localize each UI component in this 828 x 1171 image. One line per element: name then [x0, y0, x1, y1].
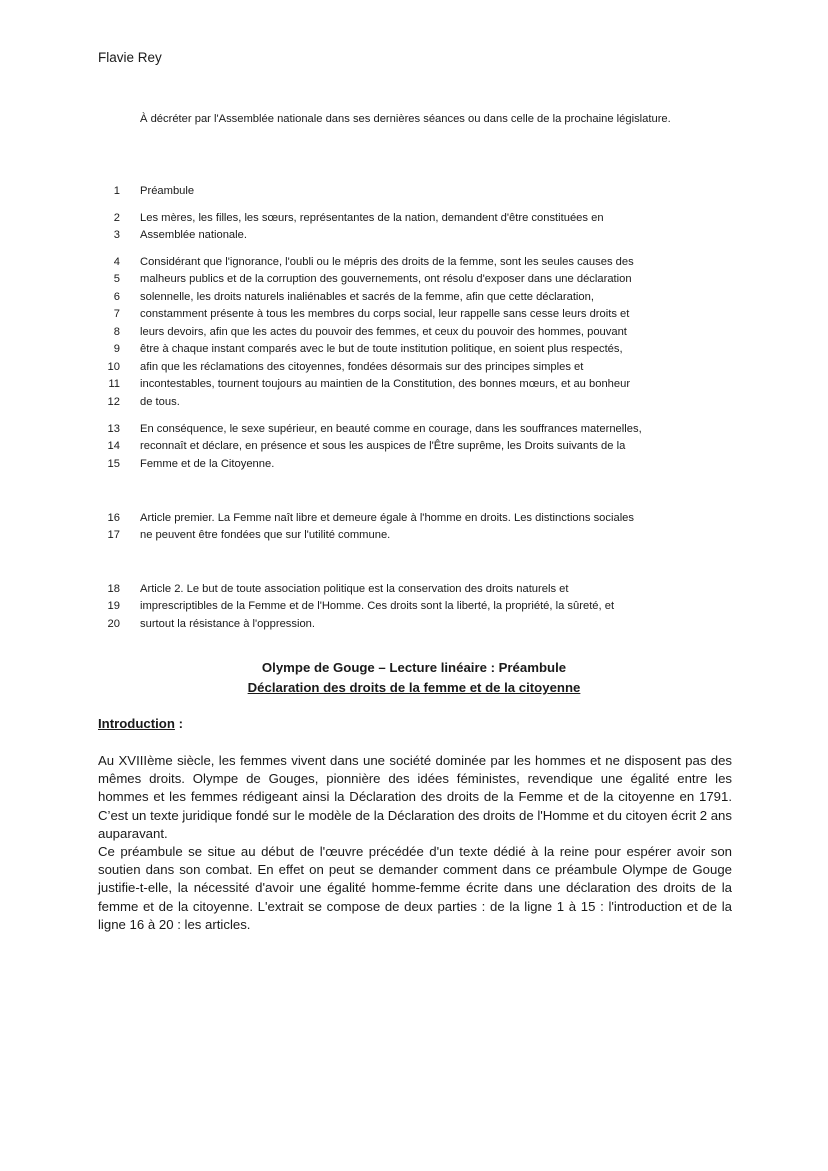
line-number: 4 — [113, 256, 120, 268]
line-number: 14 — [107, 440, 120, 452]
line-number: 15 — [107, 458, 120, 470]
line-text: incontestables, tournent toujours au maintien de la Constitution, des bonnes mœurs, et au bonheur — [140, 378, 631, 390]
paragraph-context: Au XVIIIème siècle, les femmes vivent dans une société dominée par les hommes et ne disposent pas des mêmes droits. Olympe de Gouges, pionnière des idées féministes, revendique une égalité entre les hommes et les femmes rédigeant ainsi la Déclaration des droits de la Femme et de la citoyenne en 1791. C’est un texte juridique fondé sur le modèle de la Déclaration des droits de l'Homme et du citoyen écrit 2 ans auparavant. — [98, 753, 732, 841]
line-text: En conséquence, le sexe supérieur, en beauté comme en courage, dans les souffrances maternelles, — [140, 423, 642, 435]
document-title: Olympe de Gouge – Lecture linéaire : Préambule — [261, 660, 567, 675]
line-text: Considérant que l'ignorance, l'oubli ou le mépris des droits de la femme, sont les seules causes des — [140, 256, 634, 268]
line-number: 18 — [107, 583, 120, 595]
line-text: Femme et de la Citoyenne. — [140, 458, 275, 470]
line-text: constamment présente à tous les membres du corps social, leur rappelle sans cesse leurs droits et — [140, 308, 630, 320]
line-text: reconnaît et déclare, en présence et sous les auspices de l'Être suprême, les Droits suivants de la — [140, 440, 626, 452]
introduction-label: Introduction — [98, 716, 175, 731]
line-number: 7 — [113, 308, 120, 320]
line-text: leurs devoirs, afin que les actes du pouvoir des femmes, et ceux du pouvoir des hommes, pouvant — [140, 326, 627, 338]
line-text: Les mères, les filles, les sœurs, représentantes de la nation, demandent d'être constituées en — [140, 212, 604, 224]
line-text: solennelle, les droits naturels inaliénables et sacrés de la femme, afin que cette déclaration, — [140, 291, 594, 303]
introduction-colon: : — [174, 716, 183, 731]
author-name: Flavie Rey — [98, 50, 162, 65]
line-number: 11 — [108, 378, 120, 390]
line-text: afin que les réclamations des citoyennes, fondées désormais sur des principes simples et — [140, 361, 584, 373]
line-number: 13 — [107, 423, 120, 435]
line-text: Assemblée nationale. — [140, 229, 247, 241]
line-number: 17 — [107, 529, 120, 541]
line-number: 20 — [107, 618, 120, 630]
line-number: 10 — [107, 361, 120, 373]
line-number: 5 — [113, 273, 120, 285]
line-text: malheurs publics et de la corruption des gouvernements, ont résolu d'exposer dans une déclaration — [140, 273, 632, 285]
line-text: de tous. — [140, 396, 180, 408]
line-number: 1 — [113, 185, 120, 197]
introduction-heading — [98, 716, 183, 731]
line-number: 9 — [113, 343, 120, 355]
line-number: 16 — [107, 512, 120, 524]
line-text: imprescriptibles de la Femme et de l'Homme. Ces droits sont la liberté, la propriété, la sûreté, et — [140, 600, 615, 612]
line-text: surtout la résistance à l'oppression. — [140, 618, 316, 630]
line-text: Article premier. La Femme naît libre et demeure égale à l'homme en droits. Les distinctions sociales — [140, 512, 634, 524]
line-number: 3 — [113, 229, 120, 241]
line-number: 12 — [107, 396, 120, 408]
line-text: être à chaque instant comparés avec le but de toute institution politique, en soient plus respectés, — [140, 343, 623, 355]
intro-note: À décréter par l'Assemblée nationale dans ses dernières séances ou dans celle de la prochaine législature. — [140, 113, 671, 125]
line-text: Préambule — [140, 185, 195, 197]
line-number: 8 — [113, 326, 120, 338]
document-subtitle: Déclaration des droits de la femme et de la citoyenne — [247, 680, 581, 695]
line-text: ne peuvent être fondées que sur l'utilité commune. — [140, 529, 391, 541]
introduction-body — [98, 752, 732, 934]
paragraph-problematic: Ce préambule se situe au début de l'œuvre précédée d'un texte dédié à la reine pour espérer avoir son soutien dans son combat. En effet on peut se demander comment dans ce préambule Olympe de Gouge justifie-t-elle, la nécessité d'avoir une égalité homme-femme écrite dans une déclaration des droits de la femme et de la citoyenne. L'extrait se compose de deux parties : de la ligne 1 à 15 : l'introduction et de la ligne 16 à 20 : les articles. — [98, 844, 732, 932]
line-text: Article 2. Le but de toute association politique est la conservation des droits naturels et — [140, 583, 569, 595]
line-number: 19 — [107, 600, 120, 612]
line-number: 2 — [113, 212, 120, 224]
line-number: 6 — [113, 291, 120, 303]
